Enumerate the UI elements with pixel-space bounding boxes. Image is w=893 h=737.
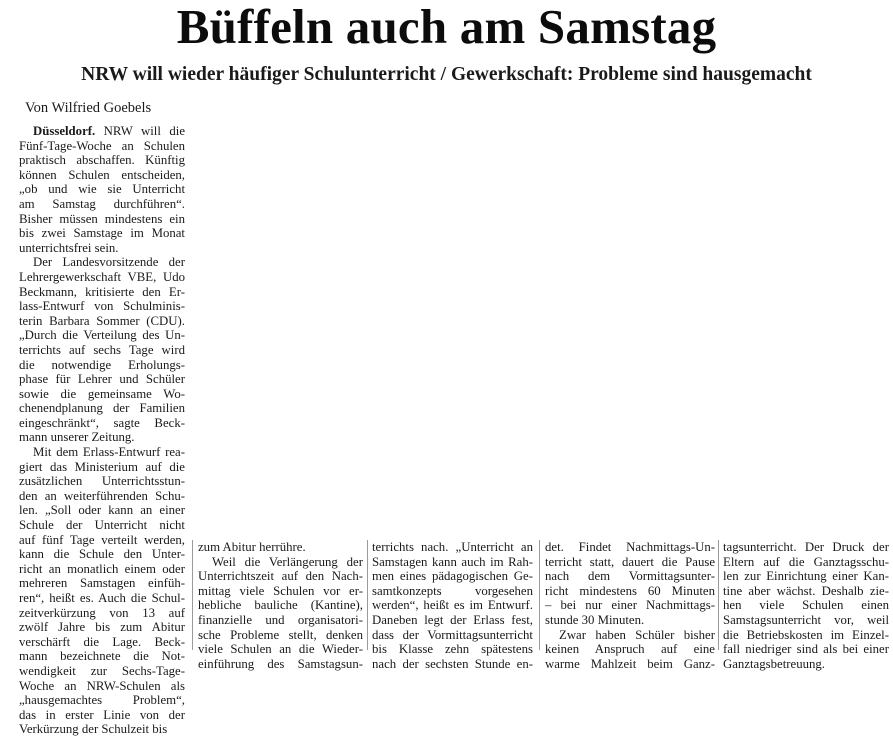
text-line: praktisch abschaffen. Künftig (19, 153, 185, 168)
text-line: mann bezeichnete die Not- (19, 649, 185, 664)
text-line: zwölf Jahre bis zum Abitur (19, 620, 185, 635)
text-line: mehreren Samstagen einfüh- (19, 576, 185, 591)
text-line: len. „Soll oder kann an einer (19, 503, 185, 518)
text-line: hen viele Schulen einen (723, 598, 889, 613)
text-line: eingeschränkt“, sagte Beck- (19, 415, 185, 430)
subheadline: NRW will wieder häufiger Schulunterricht / Gewerkschaft: Probleme sind hausgemacht (81, 64, 812, 85)
text-line: zeitverkürzung von 13 auf (19, 605, 185, 620)
text-line: unterrichtsfrei sein. (19, 240, 119, 255)
text-line: Unterrichtszeit auf den Nach- (198, 569, 363, 584)
text-line: nach dem Vormittagsunter- (545, 569, 715, 584)
text-line: Samstagen kann auch im Rah- (372, 554, 533, 569)
text-line: terricht statt, dauert die Pause (545, 554, 715, 569)
column-divider (718, 540, 719, 650)
text-line: Mit dem Erlass-Entwurf rea- (33, 445, 185, 460)
text-line: „Durch die Verteilung des Un- (19, 328, 185, 343)
byline: Von Wilfried Goebels (25, 100, 152, 116)
text-line: phase für Lehrer und Schüler (19, 372, 185, 387)
text-line: am Samstag durchführen“. (19, 196, 185, 211)
text-line: – bei nur einer Nachmittags- (545, 598, 715, 613)
text-line: warme Mahlzeit beim Ganz- (545, 656, 715, 671)
text-line: Samstagsunterricht vor, weil (723, 612, 889, 627)
text-line: hebliche bauliche (Kantine), (198, 598, 363, 613)
text-line: stunde 30 Minuten. (545, 612, 645, 627)
text-line: samtkonzepts vorgesehen (372, 583, 533, 598)
text-line: bis zwei Samstage im Monat (19, 226, 185, 241)
text-line: terrichts auf sechs Tage wird (19, 342, 185, 357)
text-line: zusätzlichen Unterrichtsstun- (19, 474, 185, 489)
text-line: Lehrergewerkschaft VBE, Udo (19, 269, 185, 284)
text-line: Schule der Unterricht nicht (19, 518, 185, 533)
text-line: auf fünf Tage verteilt werden, (19, 532, 185, 547)
text-line: tine aber wächst. Deshalb zie- (723, 583, 889, 598)
text-line: richt mindestens 60 Minuten (545, 583, 715, 598)
text-line: sowie die gemeinsame Wo- (19, 386, 185, 401)
dateline: Düsseldorf. (33, 124, 96, 138)
headline: Büffeln auch am Samstag (176, 0, 717, 54)
text-line: ren“, heißt es. Auch die Schul- (19, 591, 185, 605)
text-line: Eltern auf die Ganztagsschu- (723, 554, 889, 569)
text-line: werden“, heißt es im Entwurf. (372, 598, 533, 613)
article-column-2 (198, 540, 363, 671)
text-line: lass-Entwurf von Schulminis- (19, 299, 185, 314)
text-line: einführung des Samstagsun- (198, 656, 363, 671)
text-line: det. Findet Nachmittags-Un- (545, 540, 715, 554)
text-line: bis Klasse zehn spätestens (372, 642, 533, 657)
text-line: fall niedriger sind als bei einer (723, 642, 889, 657)
text-line: chenendplanung der Familien (19, 401, 185, 416)
text-line: verschärft die Lage. Beck- (19, 634, 185, 649)
text-line: terrichts nach. „Unterricht an (372, 540, 533, 554)
text-line: Verkürzung der Schulzeit bis (19, 722, 168, 737)
article-column-1 (19, 124, 185, 737)
text-line: giert das Ministerium auf die (19, 459, 185, 474)
text-line: zum Abitur herrühre. (198, 540, 306, 554)
article-column-4 (545, 540, 715, 671)
text-line: Weil die Verlängerung der (212, 554, 363, 569)
text-line: das in erster Linie von der (19, 707, 185, 722)
text-line: „hausgemachtes Problem“, (19, 693, 185, 708)
text-line: len zur Einrichtung einer Kan- (723, 569, 889, 584)
text-line: tagsunterricht. Der Druck der (723, 540, 889, 554)
column-divider (539, 540, 540, 650)
article-column-5 (723, 540, 889, 671)
text-line: dass der Vormittagsunterricht (372, 627, 533, 642)
text-line: keinen Anspruch auf eine (545, 642, 715, 657)
text-line: „ob und wie sie Unterricht (19, 182, 185, 197)
text-line: die Betriebskosten im Einzel- (723, 627, 889, 642)
text-line: können Schulen entscheiden, (19, 167, 185, 182)
text-line: Beckmann, kritisierte den Er- (19, 284, 185, 299)
text-line: viele Schulen an die Wieder- (198, 642, 363, 657)
text-line: wendigkeit zur Sechs-Tage- (19, 663, 185, 678)
text-line: Düsseldorf. NRW will die (33, 124, 185, 138)
article-column-3 (372, 540, 533, 671)
text-line: Daneben legt der Erlass fest, (372, 612, 533, 627)
column-divider (367, 540, 368, 650)
text-line: finanzielle und organisatori- (198, 612, 363, 627)
text-line: Fünf-Tage-Woche an Schulen (19, 138, 185, 153)
text-line: mann unserer Zeitung. (19, 430, 135, 445)
text-line: men eines pädagogischen Ge- (372, 569, 533, 584)
column-divider (192, 540, 193, 650)
text-line: nach der sechsten Stunde en- (372, 656, 533, 671)
text-line: terin Barbara Sommer (CDU). (19, 313, 185, 328)
text-line: die notwendige Erholungs- (19, 357, 185, 372)
text-line: Woche an NRW-Schulen als (19, 678, 185, 693)
text-line: mittag viele Schulen vor er- (198, 583, 363, 598)
text-line: den an weiterführenden Schu- (19, 488, 185, 503)
text-line: kann die Schule den Unter- (19, 547, 185, 562)
text-line: sche Probleme stellt, denken (198, 627, 363, 642)
text-line: Ganztagsbetreuung. (723, 656, 825, 671)
text-line: richt an monatlich einem oder (19, 561, 185, 576)
text-line: Der Landesvorsitzende der (33, 255, 185, 270)
text-line: Zwar haben Schüler bisher (559, 627, 715, 642)
text-line: Bisher müssen mindestens ein (19, 211, 185, 226)
